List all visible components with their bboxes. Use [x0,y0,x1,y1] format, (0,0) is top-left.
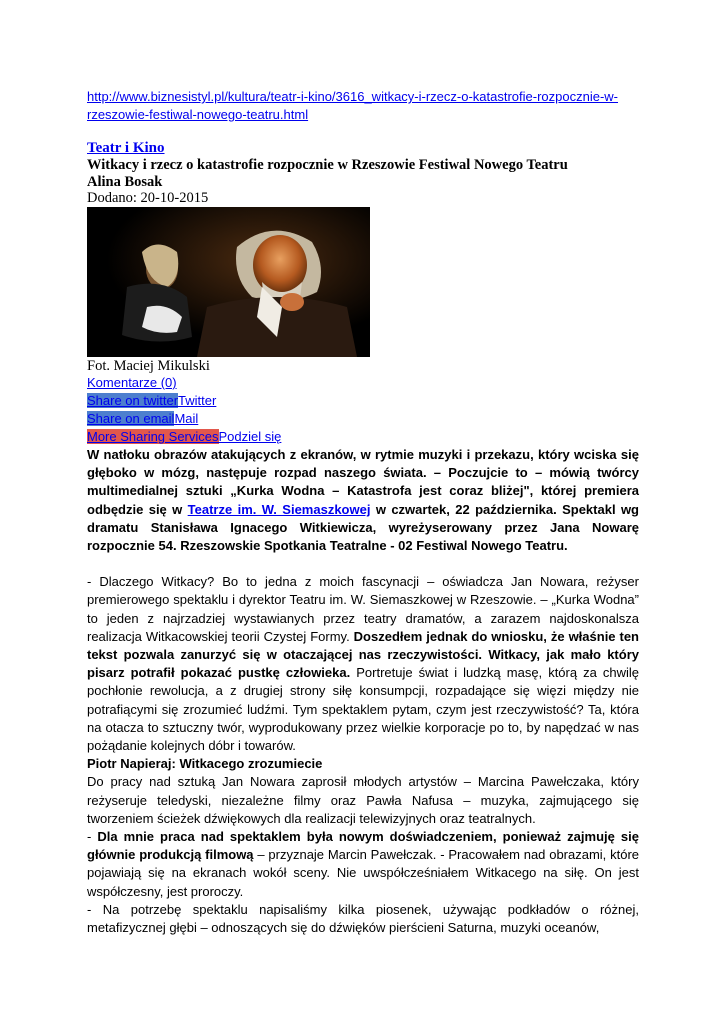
paragraph-4: - Na potrzebę spektaklu napisaliśmy kilka piosenek, używając podkładów o różnej, metafizycznej głębi – odnoszących się do dźwięków pierścieni Saturna, muzyki oceanów, [87,901,639,936]
source-url-link[interactable]: http://www.biznesistyl.pl/kultura/teatr-i-kino/3616_witkacy-i-rzecz-o-katastrofie-rozpocznie-w-rzeszowie-festiwal-nowego-teatru.html [87,89,619,122]
theatre-photo-image [87,207,370,357]
paragraph-1: - Dlaczego Witkacy? Bo to jedna z moich fascynacji – oświadcza Jan Nowara, reżyser premierowego spektaklu i dyrektor Teatru im. W. Siemaszkowej w Rzeszowie. – „Kurka Wodna” to jeden z najrzadziej wystawianych przez teatry dramatów, a zarazem najdoskonalsza realizacja Witkacowskiej teorii Czystej Formy. Doszedłem jednak do wniosku, że właśnie ten tekst pozwala zanurzyć się w otaczającej nas rzeczywistości. Witkacy, jak mało który pisarz potrafił pokazać pustkę człowieka. Portretuje świat i ludzką masę, którą za chwilę pochłonie rewolucja, a z drugiej strony siłę konsumpcji, rozpadające się więzi między nie potrafiącymi się zrozumieć ludźmi. Tym spektaklem pytam, czym jest rzeczywistość? Ta, która na otacza to sztuczny twór, wyprodukowany przez wielkie korporacje po to, by napędzać w nas pożądanie kolejnych dóbr i towarów. [87,574,640,754]
article-author: Alina Bosak [87,174,163,190]
share-links [87,374,281,446]
subheading: Piotr Napieraj: Witkacego zrozumiecie [87,756,323,772]
comments-link[interactable]: Komentarze (0) [87,375,177,390]
share-email-button[interactable]: Share on email [87,411,175,426]
more-sharing-button[interactable]: More Sharing Services [87,429,219,444]
theatre-link[interactable]: Teatrze im. W. Siemaszkowej [187,501,371,517]
article-photo [87,207,370,357]
article-date: Dodano: 20-10-2015 [87,190,209,206]
article-headline: Witkacy i rzecz o katastrofie rozpocznie w Rzeszowie Festiwal Nowego Teatru [87,157,568,173]
section-link[interactable]: Teatr i Kino [87,140,165,156]
photo-caption: Fot. Maciej Mikulski [87,358,210,374]
article-body [87,446,639,937]
mail-link[interactable]: Mail [174,411,199,426]
share-twitter-button[interactable]: Share on twitter [87,393,179,408]
paragraph-3: - Dla mnie praca nad spektaklem była nowym doświadczeniem, ponieważ zajmuję się głównie produkcją filmową – przyznaje Marcin Pawełczak. - Pracowałem nad obrazami, które pojawiają się na ekranach wokół sceny. Nie uwspółcześniałem Witkacego na siłę. On jest współczesny, jest proroczy. [87,829,640,899]
twitter-link[interactable]: Twitter [178,393,217,408]
paragraph-2: Do pracy nad sztuką Jan Nowara zaprosił młodych artystów – Marcina Pawełczaka, który reżyseruje teledyski, niezależne filmy oraz Pawła Nafusa – muzyka, zajmującego się tworzeniem ścieżek dźwiękowych dla realizacji telewizyjnych oraz teatralnych. [87,774,639,826]
lead-paragraph: W natłoku obrazów atakujących z ekranów, w rytmie muzyki i przekazu, który wciska się głęboko w mózg, następuje rozpad naszego świata. – Poczujcie to – mówią twórcy multimedialnej sztuki „Kurka Wodna – Katastrofa jest coraz bliżej", której premiera odbędzie się w Teatrze im. W. Siemaszkowej w czwartek, 22 października. Spektakl wg dramatu Stanisława Ignacego Witkiewicza, wyreżyserowany przez Jana Nowarę rozpocznie 54. Rzeszowskie Spotkania Teatralne - 02 Festiwal Nowego Teatru. [87,447,639,554]
share-link[interactable]: Podziel się [218,429,282,444]
